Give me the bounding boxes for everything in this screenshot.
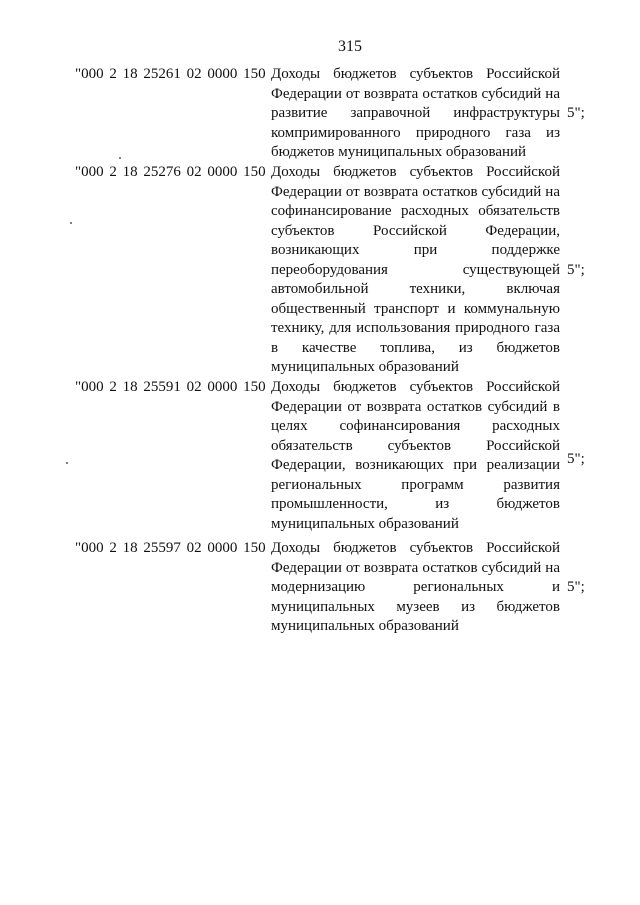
table-row-2 xyxy=(75,163,600,378)
table-row-4 xyxy=(75,539,600,639)
row-suffix: 5"; xyxy=(567,262,585,278)
row-suffix: 5"; xyxy=(567,579,585,595)
budget-code: "000 2 18 25276 02 0000 150 xyxy=(75,164,266,180)
budget-code: "000 2 18 25261 02 0000 150 xyxy=(75,66,266,82)
income-description: Доходы бюджетов субъектов Российской Федерации от возврата остатков субсидий в целях софинансирования расходных обязательств субъектов Российской Федерации, возникающих при реализации региональных программ развития промышленности, из бюджетов муниципальных образований xyxy=(271,379,560,532)
row-suffix: 5"; xyxy=(567,105,585,121)
income-description: Доходы бюджетов субъектов Российской Федерации от возврата остатков субсидий на модернизацию региональных и муниципальных музеев из бюджетов муниципальных образований xyxy=(271,540,560,634)
income-description: Доходы бюджетов субъектов Российской Федерации от возврата остатков субсидий на софинансирование расходных обязательств субъектов Российской Федерации, возникающих при поддержке переоборудования существующей автомобильной техники, включая общественный транспорт и коммунальную технику, для использования природного газа в качестве топлива, из бюджетов муниципальных образований xyxy=(271,164,560,375)
budget-code: "000 2 18 25591 02 0000 150 xyxy=(75,379,266,395)
row-suffix: 5"; xyxy=(567,451,585,467)
scan-speck xyxy=(70,222,72,224)
scan-speck xyxy=(119,157,121,159)
table-row-3 xyxy=(75,378,600,538)
budget-code: "000 2 18 25597 02 0000 150 xyxy=(75,540,266,556)
scan-speck xyxy=(66,462,68,464)
income-description: Доходы бюджетов субъектов Российской Федерации от возврата остатков субсидий на развитие заправочной инфраструктуры компримированного природного газа из бюджетов муниципальных образований xyxy=(271,66,560,160)
table-row-1 xyxy=(75,65,600,165)
page-number: 315 xyxy=(338,38,362,55)
